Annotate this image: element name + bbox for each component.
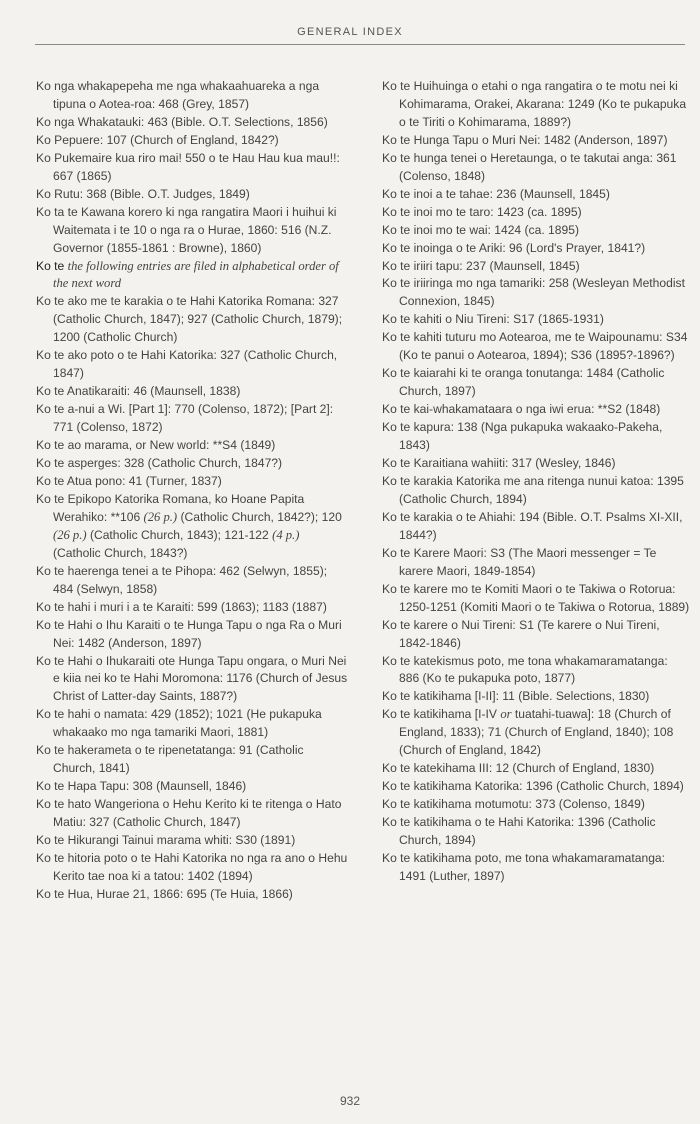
index-entry: Ko Rutu: 368 (Bible. O.T. Judges, 1849) — [36, 186, 250, 201]
katikihama-text-1: Ko te katikihama [I-IV — [382, 707, 501, 722]
index-entry: Ko te hakerameta o te ripenetatanga: 91 (Catholic Church, 1841) — [36, 743, 304, 776]
index-entry: Ko te iriiringa mo nga tamariki: 258 (Wesleyan Methodist Connexion, 1845) — [382, 276, 685, 309]
index-entry: Ko te ako poto o te Hahi Katorika: 327 (Catholic Church, 1847) — [36, 348, 338, 381]
epikopo-text-4: (Catholic Church, 1843?) — [53, 545, 188, 560]
epikopo-pages-3: (4 p.) — [272, 527, 300, 542]
index-entry: Ko te katikihama o te Hahi Katorika: 1396 (Catholic Church, 1894) — [382, 815, 656, 848]
katikihama-text-2: tuatahi-tuawa]: 18 (Church of England, 1833); 71 (Church of England, 1840); 108 (Church of England, 1842) — [399, 707, 674, 758]
index-entry: Ko te iriiri tapu: 237 (Maunsell, 1845) — [382, 258, 580, 273]
index-entry: Ko te kahiti tuturu mo Aotearoa, me te Waipounamu: S34 (Ko te panui o Aotearoa, 1894); S36 (1895?-1896?) — [382, 330, 688, 363]
index-entry: Ko te Hua, Hurae 21, 1866: 695 (Te Huia, 1866) — [36, 886, 293, 901]
index-entry: Ko te Karere Maori: S3 (The Maori messenger = Te karere Maori, 1849-1854) — [382, 545, 657, 578]
index-entry: Ko te ao marama, or New world: **S4 (1849) — [36, 438, 276, 453]
index-entry: Ko te Huihuinga o etahi o nga rangatira o te motu nei ki Kohimarama, Orakei, Akarana: 1249 (Ko te pukapuka o te Tiriti o Kohimarama, 1889?) — [382, 79, 687, 129]
index-entry: Ko te inoinga o te Ariki: 96 (Lord's Prayer, 1841?) — [382, 240, 646, 255]
index-column-right — [382, 78, 690, 886]
index-entry: Ko te asperges: 328 (Catholic Church, 1847?) — [36, 456, 283, 471]
index-entry: Ko te hahi i muri i a te Karaiti: 599 (1863); 1183 (1887) — [36, 599, 327, 614]
index-entry: Ko te kahiti o Niu Tireni: S17 (1865-1931) — [382, 312, 604, 327]
running-head: GENERAL INDEX — [297, 26, 403, 38]
index-entry: Ko te katikihama Katorika: 1396 (Catholic Church, 1894) — [382, 779, 684, 794]
index-entry: Ko te ako me te karakia o te Hahi Katorika Romana: 327 (Catholic Church, 1847); 927 (Catholic Church, 1879); 1200 (Catholic Church) — [36, 294, 343, 345]
index-entry: Ko te Hunga Tapu o Muri Nei: 1482 (Anderson, 1897) — [382, 132, 668, 147]
index-entry: Ko te karakia Katorika me ana ritenga nunui katoa: 1395 (Catholic Church, 1894) — [382, 473, 684, 506]
epikopo-text-3: (Catholic Church, 1843); 121-122 — [86, 527, 273, 542]
epikopo-pages-2: (26 p.) — [53, 527, 87, 542]
index-entry: Ko te Hahi o Ihukaraiti ote Hunga Tapu ongara, o Muri Nei e kiia nei ko te Hahi Moromona: 1176 (Church of Jesus Christ of Latter-day Saints, 1887?) — [36, 653, 348, 704]
index-entry: Ko te kapura: 138 (Nga pukapuka wakaako-Pakeha, 1843) — [382, 420, 663, 453]
epikopo-text-2: (Catholic Church, 1842?); 120 — [177, 509, 342, 524]
index-entry: Ko te karere mo te Komiti Maori o te Takiwa o Rotorua: 1250-1251 (Komiti Maori o te Takiwa o Rotorua, 1889) — [382, 581, 690, 614]
index-entry: Ko te Anatikaraiti: 46 (Maunsell, 1838) — [36, 384, 241, 399]
filing-note-prefix: Ko te — [36, 258, 68, 273]
filing-note-italic: the following entries are filed in alphabetical order of the next word — [53, 258, 339, 291]
index-entry: Ko te a-nui a Wi. [Part 1]: 770 (Colenso, 1872); [Part 2]: 771 (Colenso, 1872) — [36, 402, 334, 435]
index-entry: Ko te haerenga tenei a te Pihopa: 462 (Selwyn, 1855); 484 (Selwyn, 1858) — [36, 563, 328, 596]
index-entry: Ko te kai-whakamataara o nga iwi erua: **S2 (1848) — [382, 402, 661, 417]
epikopo-text-1: Ko te Epikopo Katorika Romana, ko Hoane Papita Werahiko: **106 — [36, 491, 305, 524]
index-entry-katikihama — [382, 706, 690, 760]
index-entry: Ko te hato Wangeriona o Hehu Kerito ki te ritenga o Hato Matiu: 327 (Catholic Church, 1847) — [36, 797, 342, 830]
index-entry: Ko te hunga tenei o Heretaunga, o te takutai anga: 361 (Colenso, 1848) — [382, 150, 677, 183]
index-entry: Ko Pepuere: 107 (Church of England, 1842?) — [36, 132, 279, 147]
index-entry: Ko te inoi a te tahae: 236 (Maunsell, 1845) — [382, 186, 610, 201]
index-entry: Ko te katikihama poto, me tona whakamaramatanga: 1491 (Luther, 1897) — [382, 850, 666, 883]
index-entry: Ko te hahi o namata: 429 (1852); 1021 (He pukapuka whakaako mo nga tamariki Maori, 1881) — [36, 707, 322, 740]
index-entry: Ko te karere o Nui Tireni: S1 (Te karere o Nui Tireni, 1842-1846) — [382, 617, 660, 650]
katikihama-or: or — [500, 707, 512, 722]
epikopo-pages-1: (26 p.) — [143, 509, 178, 524]
index-column-left — [36, 78, 348, 904]
index-entry: Ko te hitoria poto o te Hahi Katorika no nga ra ano o Hehu Kerito tae noa ki a tatou: 1402 (1894) — [36, 850, 348, 883]
index-entry: Ko te kaiarahi ki te oranga tonutanga: 1484 (Catholic Church, 1897) — [382, 366, 665, 399]
index-entry: Ko te Atua pono: 41 (Turner, 1837) — [36, 473, 222, 488]
index-entry: Ko nga Whakatauki: 463 (Bible. O.T. Selections, 1856) — [36, 114, 328, 129]
index-entry: Ko Pukemaire kua riro mai! 550 o te Hau Hau kua mau!!: 667 (1865) — [36, 150, 340, 183]
index-entry-filing-note — [36, 258, 348, 294]
header-rule — [35, 44, 685, 45]
index-entry: Ko te katekismus poto, me tona whakamaramatanga: 886 (Ko te pukapuka poto, 1877) — [382, 653, 668, 686]
index-entry: Ko te inoi mo te wai: 1424 (ca. 1895) — [382, 222, 579, 237]
index-entry: Ko te katikihama motumotu: 373 (Colenso, 1849) — [382, 797, 645, 812]
index-entry: Ko te katekihama III: 12 (Church of England, 1830) — [382, 761, 655, 776]
index-entry: Ko te Hikurangi Tainui marama whiti: S30 (1891) — [36, 833, 296, 848]
index-entry-epikopo — [36, 491, 348, 563]
page-number: 932 — [339, 1094, 361, 1108]
index-entry: Ko te Hapa Tapu: 308 (Maunsell, 1846) — [36, 779, 247, 794]
index-entry: Ko te katikihama [I-II]: 11 (Bible. Selections, 1830) — [382, 689, 650, 704]
index-entry: Ko te Hahi o Ihu Karaiti o te Hunga Tapu o nga Ra o Muri Nei: 1482 (Anderson, 1897) — [36, 617, 342, 650]
index-entry: Ko ta te Kawana korero ki nga rangatira Maori i huihui ki Waitemata i te 10 o nga ra o Hurae, 1860: 516 (N.Z. Governor (1855-1861 : Browne), 1860) — [36, 204, 337, 255]
index-entry: Ko te karakia o te Ahiahi: 194 (Bible. O.T. Psalms XI-XII, 1844?) — [382, 509, 683, 542]
index-entry: Ko te inoi mo te taro: 1423 (ca. 1895) — [382, 204, 582, 219]
index-entry: Ko nga whakapepeha me nga whakaahuareka a nga tipuna o Aotea-roa: 468 (Grey, 1857) — [36, 79, 320, 111]
index-entry: Ko te Karaitiana wahiiti: 317 (Wesley, 1846) — [382, 456, 616, 471]
